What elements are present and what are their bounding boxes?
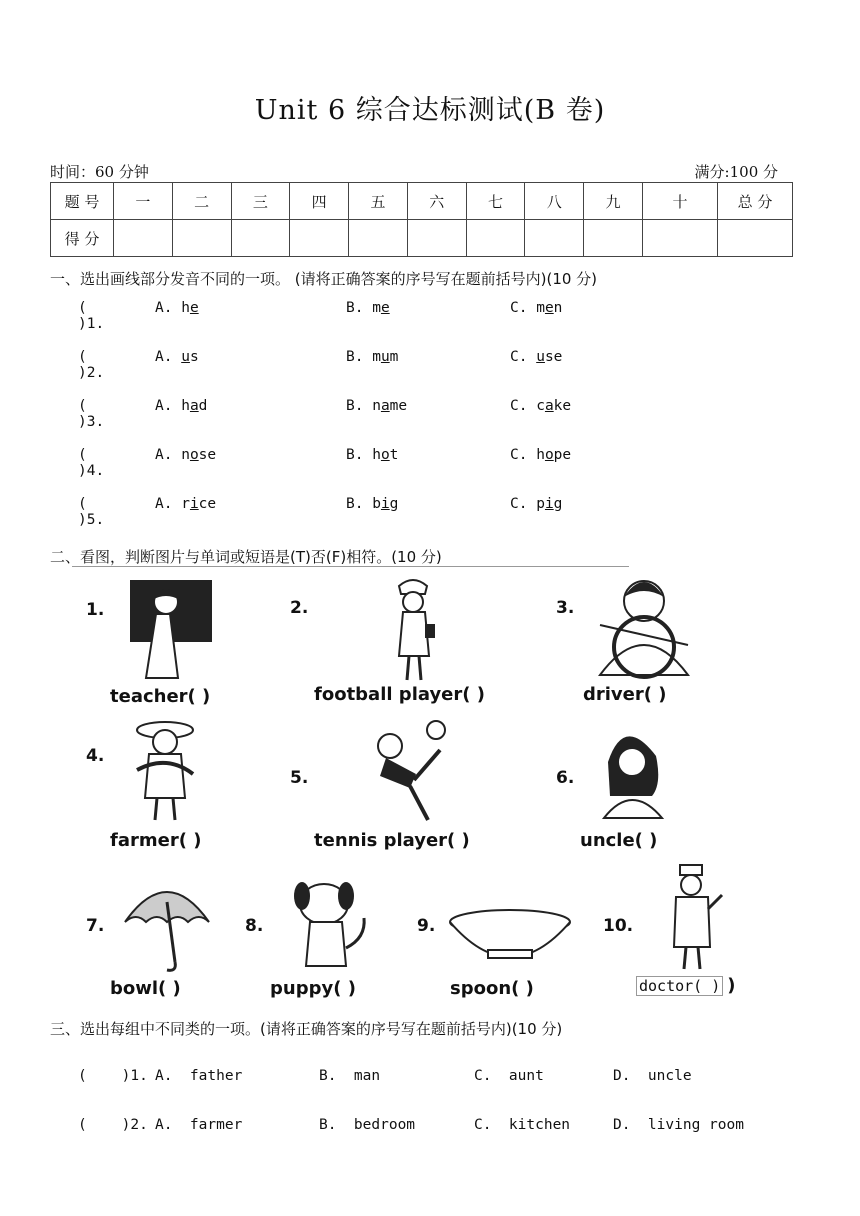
pic-num: 8.	[245, 916, 264, 936]
picture-area	[0, 570, 860, 1010]
word-part: h	[181, 398, 190, 414]
word-part: pe	[553, 447, 572, 463]
doctor-label-wrap	[636, 975, 736, 996]
driver-picture	[600, 581, 688, 677]
pic-label: spoon( )	[450, 978, 534, 999]
word-part: n	[372, 398, 381, 414]
section-2-rule	[72, 566, 629, 567]
word-part: n	[181, 447, 190, 463]
bowl-picture	[450, 910, 570, 958]
header-cell: 三	[231, 183, 290, 220]
word-part: h	[372, 447, 381, 463]
header-cell: 一	[114, 183, 173, 220]
word-part: m	[372, 349, 381, 365]
underlined-letters: i	[544, 496, 554, 512]
option-c: C. aunt	[474, 1068, 544, 1084]
word-part: b	[372, 496, 381, 512]
header-cell: 四	[290, 183, 349, 220]
underlined-letters: o	[544, 447, 554, 463]
question-number[interactable]: ( )4.	[78, 447, 105, 479]
option-letter: A.	[155, 349, 173, 365]
option-letter: B.	[346, 447, 364, 463]
header-cell: 五	[349, 183, 408, 220]
word-part: m	[536, 300, 545, 316]
word-part: h	[536, 447, 545, 463]
score-cell[interactable]	[290, 220, 349, 257]
pic-label: driver( )	[583, 684, 667, 705]
underlined-letters: e	[544, 300, 554, 316]
section-2-title: 二、看图，判断图片与单词或短语是(T)否(F)相符。(10 分)	[50, 548, 442, 566]
question-number[interactable]: ( )5.	[78, 496, 105, 528]
question-number[interactable]: ( )3.	[78, 398, 105, 430]
score-label: 得 分	[51, 220, 114, 257]
option-letter: B.	[346, 300, 364, 316]
option-d: D. uncle	[613, 1068, 692, 1084]
word-part: p	[536, 496, 545, 512]
option-a: A. farmer	[155, 1117, 243, 1133]
score-cell[interactable]	[525, 220, 584, 257]
option-c: C. kitchen	[474, 1117, 571, 1133]
farmer-picture	[137, 722, 193, 820]
word-part: me	[389, 398, 408, 414]
score-cell[interactable]	[584, 220, 643, 257]
word-part: s	[189, 349, 199, 365]
underlined-letters: u	[380, 349, 390, 365]
option-c	[510, 398, 571, 414]
option-letter: A.	[155, 496, 173, 512]
word-part: m	[372, 300, 381, 316]
football-player-picture	[378, 721, 445, 820]
word-part: d	[198, 398, 208, 414]
word-part: g	[553, 496, 563, 512]
pic-label: puppy( )	[270, 978, 356, 999]
option-b	[346, 496, 398, 512]
pic-label: bowl( )	[110, 978, 181, 999]
underlined-letters: e	[189, 300, 199, 316]
puppy-picture	[294, 882, 364, 966]
option-b: B. bedroom	[319, 1117, 416, 1133]
word-part: ke	[553, 398, 572, 414]
option-a	[155, 447, 216, 463]
header-cell: 二	[172, 183, 231, 220]
option-letter: C.	[510, 398, 528, 414]
score-cell[interactable]	[231, 220, 290, 257]
question-number[interactable]: ( )2.	[78, 349, 105, 381]
woman-picture	[604, 736, 662, 818]
option-c	[510, 300, 562, 316]
underlined-letters: a	[544, 398, 554, 414]
underlined-letters: i	[380, 496, 390, 512]
option-b	[346, 300, 390, 316]
question-number[interactable]: ( )1.	[78, 300, 105, 332]
pic-num: 6.	[556, 768, 575, 788]
umbrella-picture	[125, 892, 209, 970]
word-part: c	[536, 398, 545, 414]
word-part: r	[181, 496, 190, 512]
option-b	[346, 349, 398, 365]
score-row	[51, 220, 793, 257]
word-part: n	[553, 300, 563, 316]
pic-num: 1.	[86, 600, 105, 620]
option-letter: A.	[155, 300, 173, 316]
closing-paren: )	[727, 975, 736, 996]
option-c	[510, 447, 571, 463]
page-title: Unit 6 综合达标测试(B 卷)	[254, 95, 606, 126]
option-c	[510, 496, 562, 512]
option-a	[155, 398, 207, 414]
underlined-letters: i	[189, 496, 199, 512]
header-cell: 十	[643, 183, 718, 220]
underlined-letters: e	[380, 300, 390, 316]
option-letter: B.	[346, 349, 364, 365]
time-info: 时间：60 分钟	[50, 163, 149, 181]
full-score: 满分:100 分	[694, 163, 778, 181]
underlined-letters: o	[189, 447, 199, 463]
option-b: B. man	[319, 1068, 381, 1084]
score-cell[interactable]	[407, 220, 466, 257]
word-part: se	[544, 349, 563, 365]
pic-label: uncle( )	[580, 830, 658, 851]
option-letter: A.	[155, 398, 173, 414]
header-cell: 题 号	[51, 183, 114, 220]
score-cell[interactable]	[349, 220, 408, 257]
word-part: ce	[198, 496, 217, 512]
option-a: A. father	[155, 1068, 243, 1084]
option-a	[155, 496, 216, 512]
score-header-row	[51, 183, 793, 220]
pic-num: 9.	[417, 916, 436, 936]
word-part: h	[181, 300, 190, 316]
option-b	[346, 398, 407, 414]
pic-label: teacher( )	[110, 686, 211, 707]
option-letter: C.	[510, 496, 528, 512]
word-part: se	[198, 447, 217, 463]
score-table	[50, 182, 793, 257]
underlined-letters: a	[380, 398, 390, 414]
word-part: t	[389, 447, 399, 463]
question-number[interactable]: ( )1.	[78, 1068, 148, 1084]
option-d: D. living room	[613, 1117, 744, 1133]
underlined-letters: u	[181, 349, 190, 365]
header-cell: 七	[466, 183, 525, 220]
option-c	[510, 349, 562, 365]
pic-num: 4.	[86, 746, 105, 766]
score-cell[interactable]	[172, 220, 231, 257]
underlined-letters: u	[536, 349, 545, 365]
pic-label: football player( )	[314, 684, 485, 705]
option-letter: B.	[346, 496, 364, 512]
word-part: g	[389, 496, 399, 512]
option-letter: C.	[510, 349, 528, 365]
header-cell: 九	[584, 183, 643, 220]
pic-num: 10.	[603, 916, 634, 936]
option-letter: B.	[346, 398, 364, 414]
pic-label: doctor( )	[636, 976, 723, 996]
pic-num: 2.	[290, 598, 309, 618]
header-cell: 六	[407, 183, 466, 220]
nurse-picture	[399, 580, 435, 680]
section-1-title: 一、选出画线部分发音不同的一项。 (请将正确答案的序号写在题前括号内)(10 分)	[50, 270, 598, 288]
option-letter: A.	[155, 447, 173, 463]
underlined-letters: o	[380, 447, 390, 463]
section-3-title: 三、选出每组中不同类的一项。(请将正确答案的序号写在题前括号内)(10 分)	[50, 1020, 563, 1038]
option-letter: C.	[510, 300, 528, 316]
score-cell[interactable]	[466, 220, 525, 257]
doctor-picture	[674, 865, 722, 969]
score-cell[interactable]	[718, 220, 793, 257]
pic-num: 5.	[290, 768, 309, 788]
score-cell[interactable]	[643, 220, 718, 257]
option-a	[155, 300, 199, 316]
option-a	[155, 349, 199, 365]
option-letter: C.	[510, 447, 528, 463]
underlined-letters: a	[189, 398, 199, 414]
header-cell: 总 分	[718, 183, 793, 220]
header-cell: 八	[525, 183, 584, 220]
pic-label: farmer( )	[110, 830, 202, 851]
score-cell[interactable]	[114, 220, 173, 257]
pic-label: tennis player( )	[314, 830, 470, 851]
teacher-picture	[130, 580, 212, 678]
word-part: m	[389, 349, 399, 365]
pic-num: 3.	[556, 598, 575, 618]
pic-num: 7.	[86, 916, 105, 936]
question-number[interactable]: ( )2.	[78, 1117, 148, 1133]
option-b	[346, 447, 398, 463]
